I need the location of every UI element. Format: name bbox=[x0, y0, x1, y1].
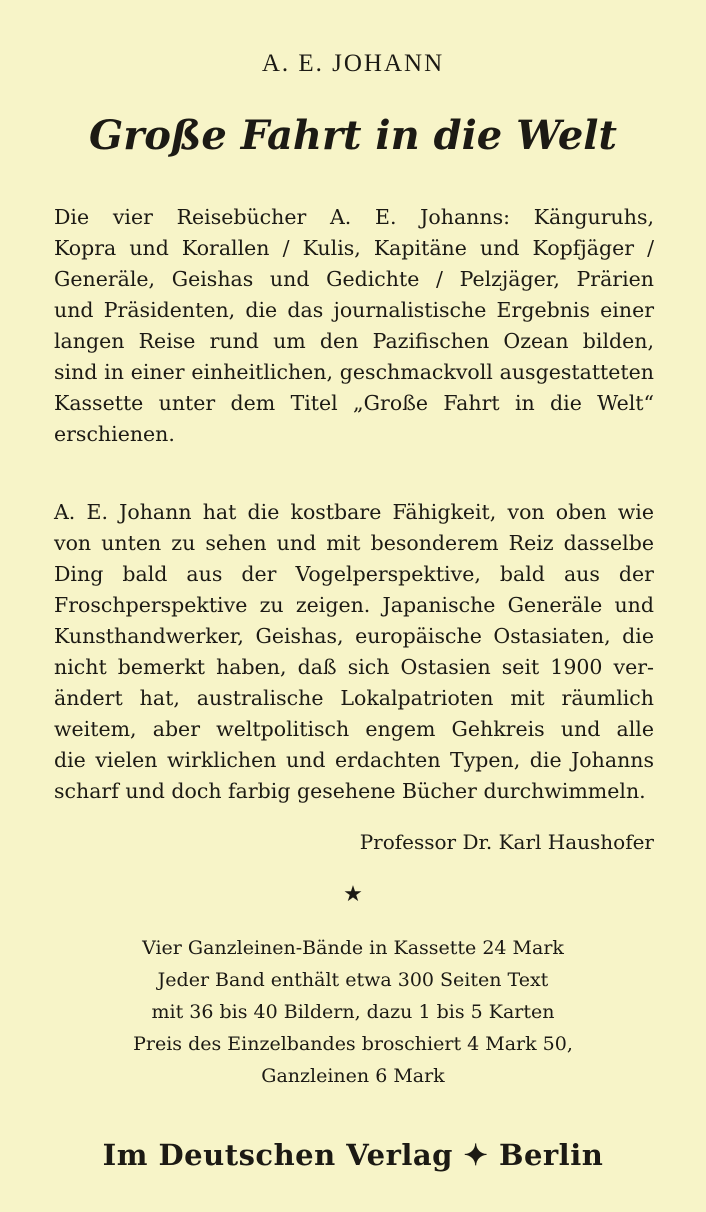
paragraph-line: und Präsidenten, die das journalistische Ergebnis einer bbox=[54, 298, 654, 322]
review-quote-paragraph bbox=[54, 497, 654, 807]
paragraph-line: erschienen. bbox=[54, 422, 175, 446]
paragraph-line: nicht bemerkt haben, daß sich Ostasien seit 1900 ver- bbox=[54, 655, 654, 679]
paragraph-line: langen Reise rund um den Pazifischen Ozean bilden, bbox=[54, 329, 654, 353]
details-line: Jeder Band enthält etwa 300 Seiten Text bbox=[157, 969, 549, 991]
paragraph-line: Kopra und Korallen / Kulis, Kapitäne und Kopfjäger / bbox=[54, 236, 654, 260]
details-line: Vier Ganzleinen-Bände in Kassette 24 Mark bbox=[142, 937, 564, 959]
edition-details bbox=[0, 932, 706, 1092]
paragraph-line: A. E. Johann hat die kostbare Fähigkeit, von oben wie bbox=[54, 500, 654, 524]
paragraph-line: ändert hat, australische Lokalpatrioten mit räumlich bbox=[54, 686, 654, 710]
book-title: Große Fahrt in die Welt bbox=[89, 112, 617, 159]
quote-signature: Professor Dr. Karl Haushofer bbox=[359, 830, 654, 854]
paragraph-line: Ding bald aus der Vogelperspektive, bald aus der bbox=[54, 562, 654, 586]
paragraph-line: Generäle, Geishas und Gedichte / Pelzjäger, Prärien bbox=[54, 267, 654, 291]
paragraph-line: Die vier Reisebücher A. E. Johanns: Känguruhs, bbox=[54, 205, 654, 229]
paragraph-line: weitem, aber weltpolitisch engem Gehkreis und alle bbox=[54, 717, 654, 741]
paragraph-line: sind in einer einheitlichen, geschmackvoll ausgestatteten bbox=[54, 360, 654, 384]
paragraph-line: von unten zu sehen und mit besonderem Reiz dasselbe bbox=[54, 531, 654, 555]
description-paragraph bbox=[54, 202, 654, 450]
author-name: A. E. JOHANN bbox=[261, 50, 445, 77]
paragraph-line: Kunsthandwerker, Geishas, europäische Ostasiaten, die bbox=[54, 624, 654, 648]
star-separator-icon: ★ bbox=[343, 882, 363, 907]
details-line: Ganzleinen 6 Mark bbox=[261, 1065, 445, 1087]
paragraph-line: Kassette unter dem Titel „Große Fahrt in die Welt“ bbox=[54, 391, 654, 415]
details-line: mit 36 bis 40 Bildern, dazu 1 bis 5 Karten bbox=[151, 1001, 555, 1023]
paragraph-line: die vielen wirklichen und erdachten Typen, die Johanns bbox=[54, 748, 654, 772]
paragraph-line: Froschperspektive zu zeigen. Japanische Generäle und bbox=[54, 593, 654, 617]
details-line: Preis des Einzelbandes broschiert 4 Mark 50, bbox=[133, 1033, 573, 1055]
paragraph-line: scharf und doch farbig gesehene Bücher durchwimmeln. bbox=[54, 779, 646, 803]
publisher-imprint: Im Deutschen Verlag ✦ Berlin bbox=[102, 1138, 604, 1172]
